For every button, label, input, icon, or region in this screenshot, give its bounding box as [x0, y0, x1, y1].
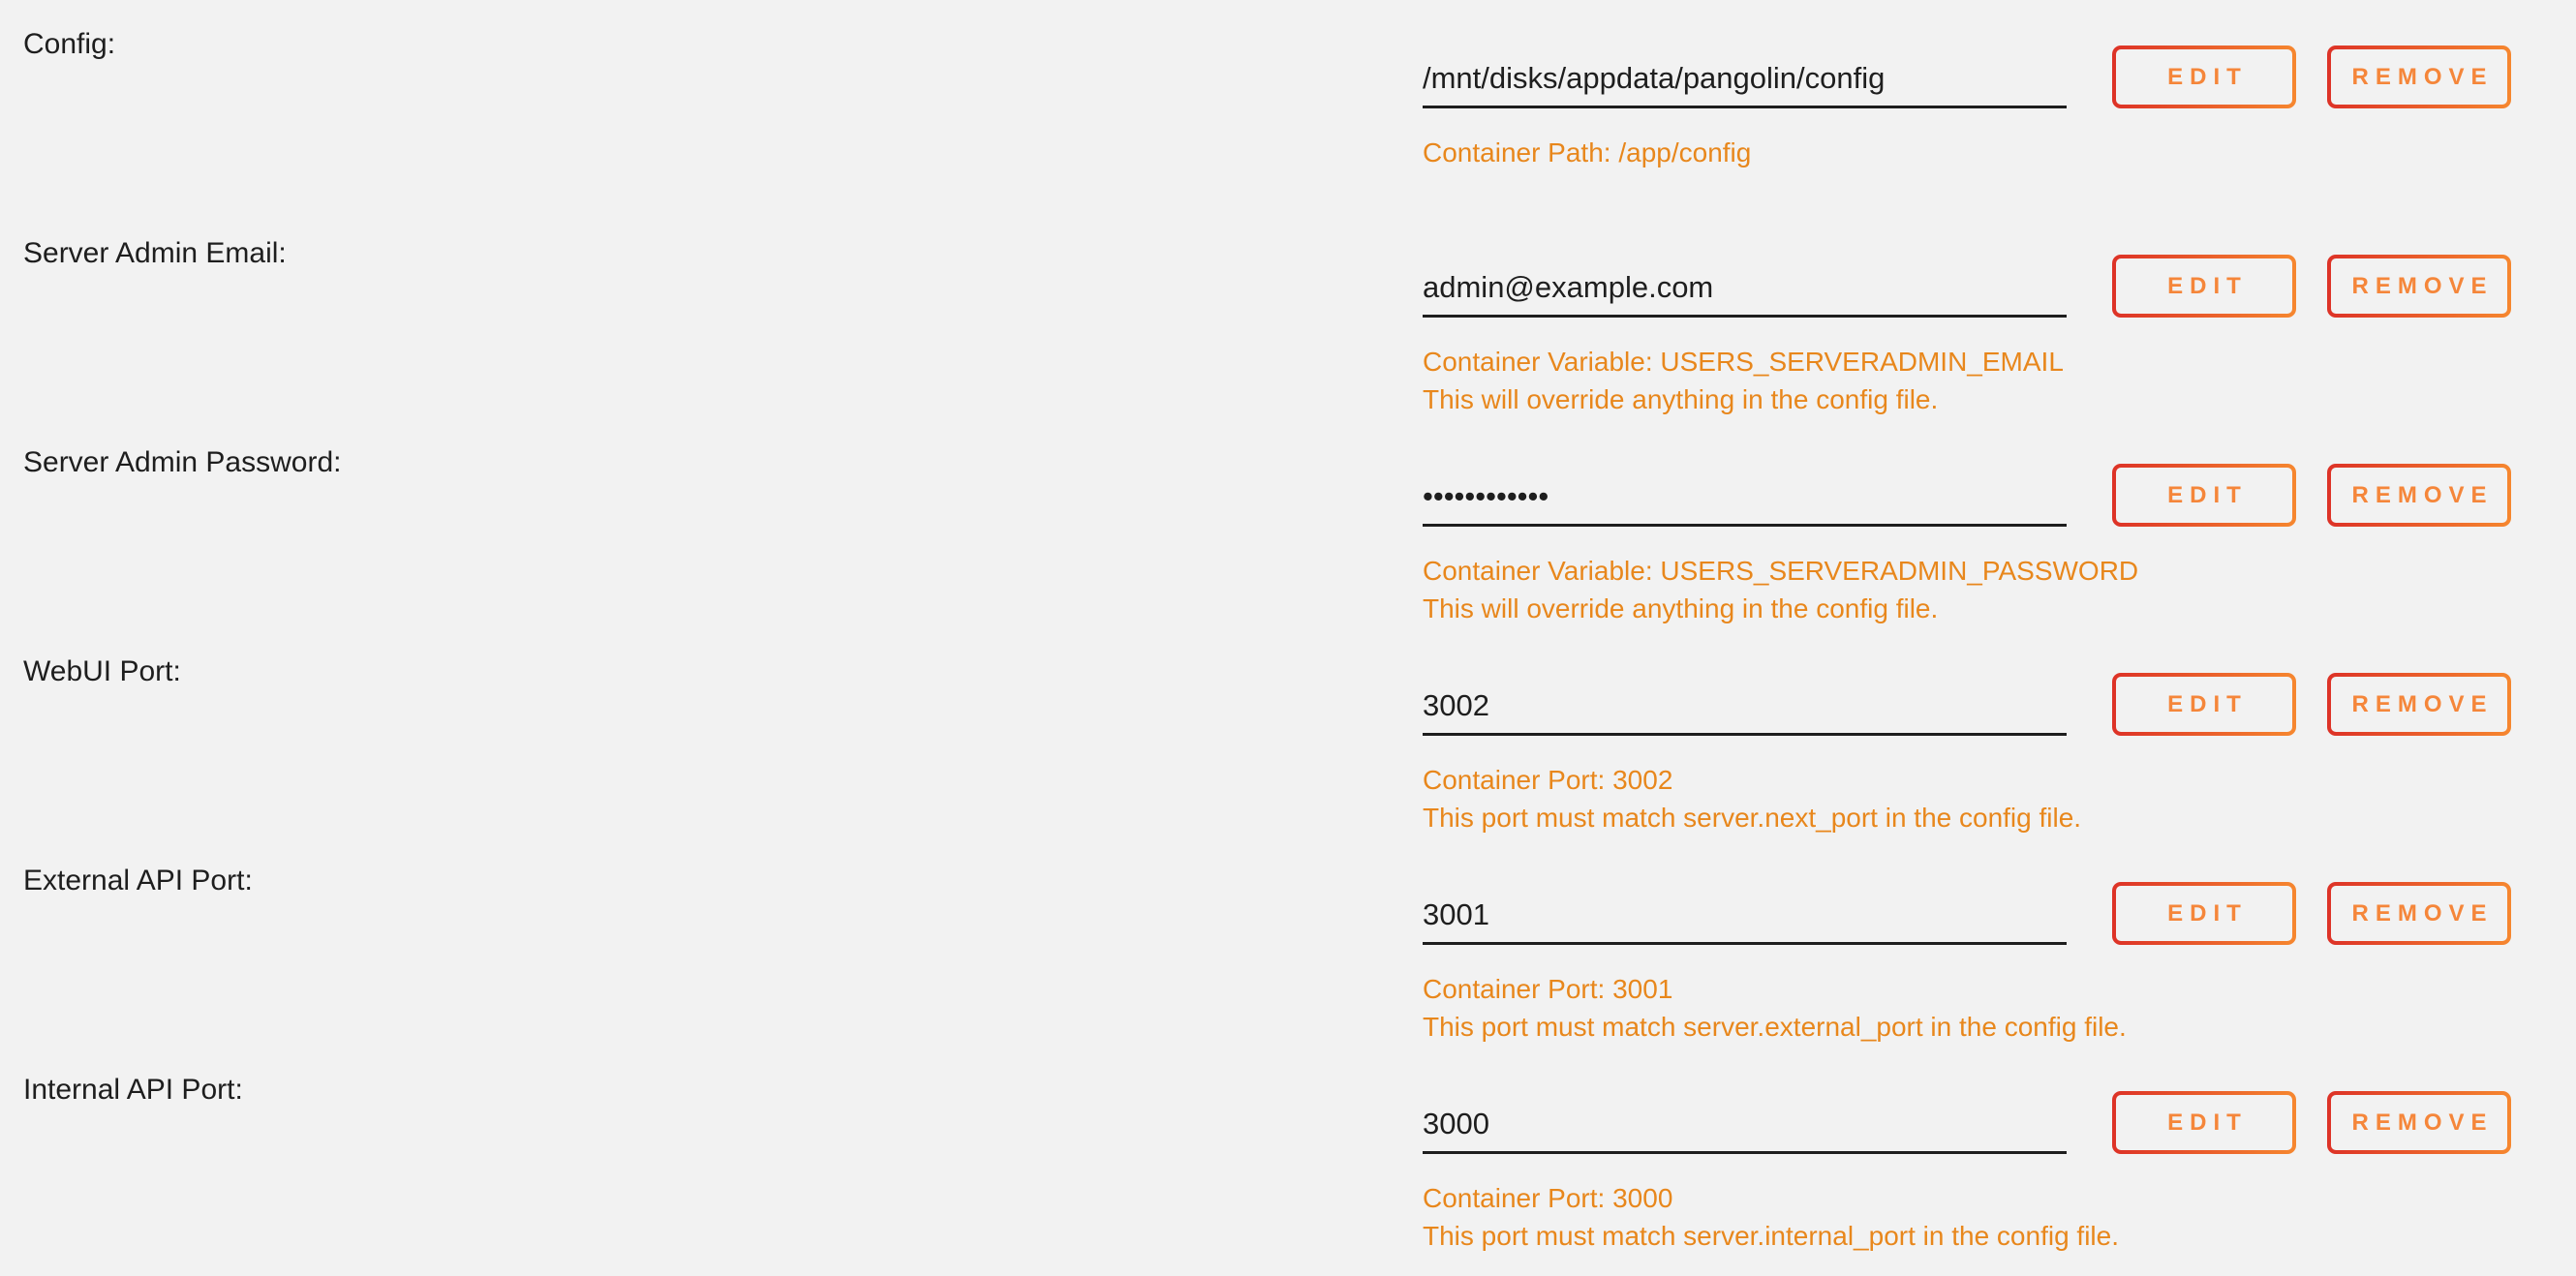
- field-label: Server Admin Password:: [23, 446, 342, 478]
- field-label: Server Admin Email:: [23, 237, 287, 269]
- helper-text: Container Path: /app/config: [1423, 137, 1752, 167]
- remove-button[interactable]: REMOVE: [2327, 673, 2511, 736]
- field-content: [1423, 217, 2576, 418]
- helper-text-block: [1423, 134, 2533, 171]
- helper-text: Container Variable: USERS_SERVERADMIN_EMAIL: [1423, 347, 2064, 377]
- field-label: External API Port:: [23, 865, 253, 896]
- field-content: [1423, 635, 2576, 836]
- edit-button[interactable]: EDIT: [2112, 1091, 2296, 1154]
- helper-text-block: [1423, 1179, 2533, 1255]
- field-row-config: [0, 8, 2576, 217]
- field-input-line: [1423, 844, 2533, 945]
- field-input-line: [1423, 635, 2533, 736]
- field-row-internal-api-port: [0, 1053, 2576, 1262]
- helper-text: This port must match server.next_port in the config file.: [1423, 803, 2082, 833]
- edit-button[interactable]: EDIT: [2112, 882, 2296, 945]
- external-api-port-input[interactable]: [1423, 892, 2067, 945]
- remove-button[interactable]: REMOVE: [2327, 882, 2511, 945]
- field-input-line: [1423, 426, 2533, 527]
- helper-text-block: [1423, 552, 2533, 627]
- field-row-external-api-port: [0, 844, 2576, 1053]
- remove-button[interactable]: REMOVE: [2327, 46, 2511, 108]
- helper-text-block: [1423, 343, 2533, 418]
- helper-text: Container Port: 3001: [1423, 974, 1673, 1004]
- field-row-webui-port: [0, 635, 2576, 844]
- field-label: Internal API Port:: [23, 1074, 243, 1106]
- helper-text: Container Port: 3000: [1423, 1183, 1673, 1213]
- helper-text: Container Variable: USERS_SERVERADMIN_PASSWORD: [1423, 556, 2139, 586]
- field-label: Config:: [23, 28, 116, 60]
- field-content: [1423, 844, 2576, 1046]
- field-row-server-admin-email: [0, 217, 2576, 426]
- helper-text: Container Port: 3002: [1423, 765, 1673, 795]
- field-content: [1423, 426, 2576, 627]
- field-input-line: [1423, 8, 2533, 108]
- field-content: [1423, 1053, 2576, 1255]
- config-path-input[interactable]: [1423, 55, 2067, 108]
- helper-text-block: [1423, 970, 2533, 1046]
- helper-text-block: [1423, 761, 2533, 836]
- server-admin-password-input[interactable]: [1423, 473, 2067, 527]
- remove-button[interactable]: REMOVE: [2327, 255, 2511, 318]
- container-settings-form: [0, 8, 2576, 1262]
- field-content: [1423, 8, 2576, 171]
- helper-text: This will override anything in the config file.: [1423, 384, 1939, 414]
- field-label: WebUI Port:: [23, 655, 181, 687]
- helper-text: This will override anything in the config file.: [1423, 593, 1939, 623]
- field-input-line: [1423, 217, 2533, 318]
- field-input-line: [1423, 1053, 2533, 1154]
- remove-button[interactable]: REMOVE: [2327, 1091, 2511, 1154]
- server-admin-email-input[interactable]: [1423, 264, 2067, 318]
- field-row-server-admin-password: [0, 426, 2576, 635]
- edit-button[interactable]: EDIT: [2112, 464, 2296, 527]
- internal-api-port-input[interactable]: [1423, 1101, 2067, 1154]
- remove-button[interactable]: REMOVE: [2327, 464, 2511, 527]
- helper-text: This port must match server.external_port in the config file.: [1423, 1012, 2127, 1042]
- webui-port-input[interactable]: [1423, 683, 2067, 736]
- edit-button[interactable]: EDIT: [2112, 255, 2296, 318]
- helper-text: This port must match server.internal_port in the config file.: [1423, 1221, 2119, 1251]
- edit-button[interactable]: EDIT: [2112, 46, 2296, 108]
- edit-button[interactable]: EDIT: [2112, 673, 2296, 736]
